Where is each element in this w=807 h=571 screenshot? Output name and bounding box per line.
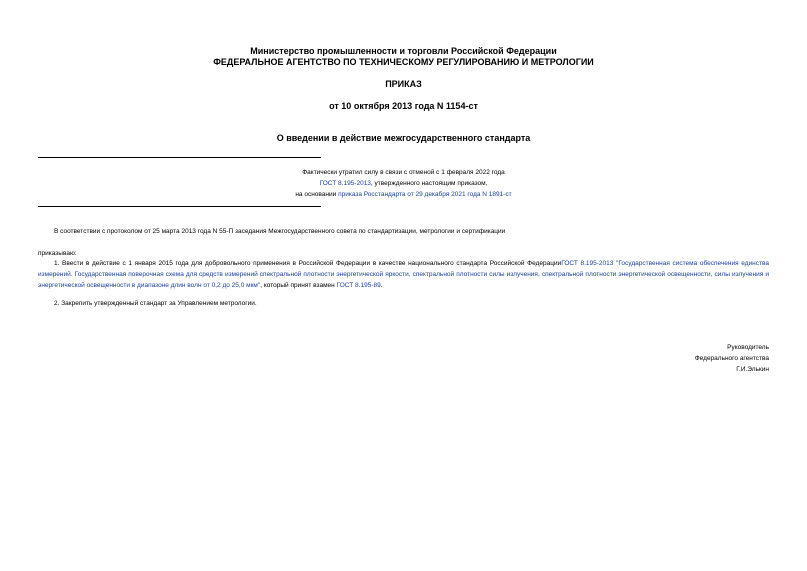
gost-link[interactable]: ГОСТ 8.195-2013 (319, 180, 371, 187)
doc-type-heading: ПРИКАЗ (385, 79, 422, 89)
item-2-paragraph: 2. Закрепить утвержденный стандарт за Управлением метрологии. (54, 300, 257, 307)
divider-bottom (38, 206, 321, 207)
ministry-heading: Министерство промышленности и торговли Российской Федерации (250, 46, 557, 56)
agency-heading: ФЕДЕРАЛЬНОЕ АГЕНТСТВО ПО ТЕХНИЧЕСКОМУ РЕГУЛИРОВАНИЮ И МЕТРОЛОГИИ (213, 57, 594, 67)
divider-top (38, 157, 321, 158)
signature-name: Г.И.Элькин (736, 366, 769, 373)
item-1-paragraph (38, 258, 769, 291)
status-note-line2-text: , утвержденного настоящим приказом, (370, 180, 488, 187)
status-note-line1: Фактически утратил силу в связи с отменой с 1 февраля 2022 года (302, 169, 505, 176)
item-1-end: . (380, 282, 383, 289)
gost-8-195-2013-link[interactable]: ГОСТ 8.195-2013 "Государственная система обеспечения единства измерений. Государственная поверочная схема для средств измерений спектральной плотности энергетической яркости, спектральной плотности силы излучения, спектральной плотности энергетической освещенности, силы излучения и энергетической освещенности в диапазоне длин волн от 0,2 до 25,0 мкм" (38, 260, 769, 289)
document-title: О введении в действие межгосударственного стандарта (276, 133, 531, 143)
signature-title: Руководитель (727, 344, 769, 351)
signature-agency: Федерального агентства (694, 355, 769, 362)
order-link[interactable]: приказа Росстандарта от 29 декабря 2021 года N 1891-ст (338, 191, 512, 198)
order-word: приказываю: (38, 250, 77, 257)
item-1-text: 1. Ввести в действие с 1 января 2015 года для добровольного применения в Российской Федерации в качестве национального стандарта Российской Федерации (54, 260, 562, 267)
status-note-line3 (0, 189, 807, 200)
date-number-heading: от 10 октября 2013 года N 1154-ст (329, 101, 478, 111)
intro-paragraph: В соответствии с протоколом от 25 марта 2013 года N 55-П заседания Межгосударственного совета по стандартизации, метрологии и сертификации (54, 228, 506, 235)
status-note-line3-prefix: на основании (295, 191, 339, 198)
item-1-middle: , который принят взамен (260, 282, 337, 289)
status-note-line2 (0, 178, 807, 189)
gost-8-195-89-link[interactable]: ГОСТ 8.195-89 (336, 282, 381, 289)
